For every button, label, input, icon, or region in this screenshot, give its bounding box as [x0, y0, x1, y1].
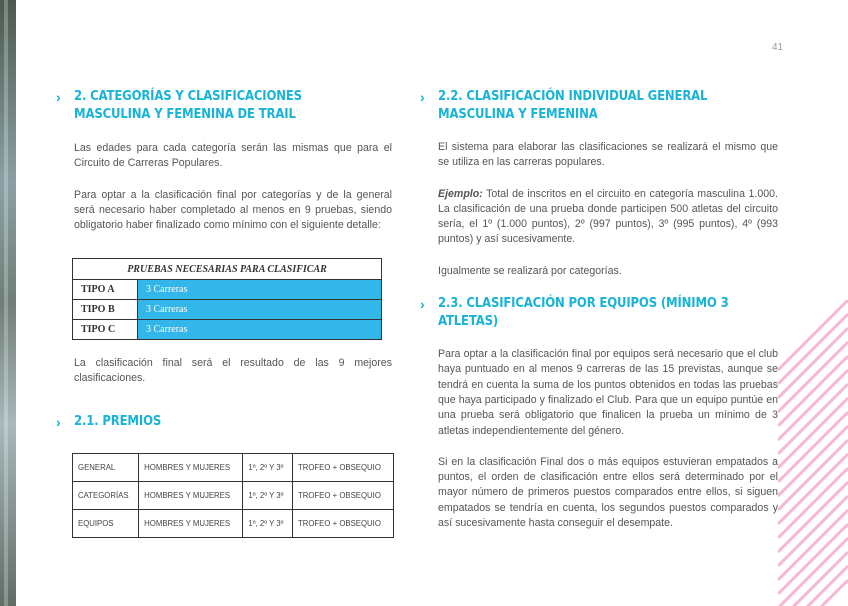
paragraph: Para optar a la clasificación final por equipos será necesario que el club haya puntuado en al menos 9 carreras de las 15 previstas, aunque se tendrá en cuenta la suma de los puntos obtenidos en todas las pruebas que haya participado y finalizado el Club. Para que un equipo puntúe en una prueba será obligatorio que finalicen la prueba un mínimo de 3 atletas independientemente del género. — [438, 348, 778, 437]
table-row — [73, 454, 394, 482]
example-text: Total de inscritos en el circuito en categoría masculina 1.000. La clasificación de una prueba donde participen 500 atletas del circuito sería, el 1º (1.000 puntos), 2º (997 puntos), 3º (995 puntos), 4º (993 puntos) y así sucesivamente. — [438, 187, 778, 246]
table-cell: 1º, 2º Y 3º — [243, 482, 293, 510]
paragraph: La clasificación final será el resultado de las 9 mejores clasificaciones. — [74, 357, 392, 385]
table-row — [73, 482, 394, 510]
left-column — [56, 88, 392, 233]
right-column — [420, 88, 778, 531]
table-cell: 1º, 2º Y 3º — [243, 510, 293, 538]
table-row — [73, 280, 382, 300]
table-row — [73, 320, 382, 340]
races-value: 3 Carreras — [138, 320, 382, 340]
section-2-1-title: 2.1. PREMIOS — [74, 413, 162, 429]
table-cell: HOMBRES Y MUJERES — [139, 510, 243, 538]
table-cell: TROFEO + OBSEQUIO — [292, 482, 393, 510]
chevron-right-icon: › — [420, 89, 425, 105]
table-cell: CATEGORÍAS — [73, 482, 139, 510]
table-cell: TROFEO + OBSEQUIO — [292, 454, 393, 482]
chevron-right-icon: › — [56, 413, 61, 430]
section-2-3-heading — [420, 295, 778, 331]
table-cell: EQUIPOS — [73, 510, 139, 538]
background-photo-strip — [0, 0, 16, 606]
example-paragraph — [438, 187, 778, 248]
required-races-table — [72, 258, 382, 340]
table-cell: HOMBRES Y MUJERES — [139, 482, 243, 510]
paragraph: Igualmente se realizará por categorías. — [438, 264, 622, 277]
chevron-right-icon: › — [56, 89, 61, 105]
table-row — [73, 300, 382, 320]
chevron-right-icon: › — [420, 296, 425, 313]
section-2-heading — [56, 88, 392, 124]
table-cell: GENERAL — [73, 454, 139, 482]
section-2-3-title: 2.3. CLASIFICACIÓN POR EQUIPOS (MÍNIMO 3 ATLETAS) — [438, 296, 729, 330]
paragraph: Para optar a la clasificación final por categorías y de la general será necesario haber completado al menos en 9 pruebas, siendo obligatorio haber finalizado como mínimo con el siguiente detalle: — [74, 188, 392, 232]
left-column-lower — [56, 356, 392, 431]
table-row — [73, 510, 394, 538]
section-2-title: 2. CATEGORÍAS Y CLASIFICACIONES MASCULINA Y FEMENINA DE TRAIL — [74, 89, 302, 122]
races-value: 3 Carreras — [138, 300, 382, 320]
races-value: 3 Carreras — [138, 280, 382, 300]
paragraph: Las edades para cada categoría serán las mismas que para el Circuito de Carreras Populares. — [74, 142, 392, 170]
example-label: Ejemplo: — [438, 187, 483, 200]
page-number: 41 — [772, 42, 784, 53]
table-title: PRUEBAS NECESARIAS PARA CLASIFICAR — [73, 259, 382, 280]
prizes-table — [72, 453, 394, 538]
type-label: TIPO A — [73, 280, 138, 300]
section-2-1-heading — [56, 413, 392, 431]
paragraph: Si en la clasificación Final dos o más equipos estuvieran empatados a puntos, el orden de clasificación entre ellos será determinado por el mayor número de primeros puestos comparados entre ellos, si siguen empatados se tendría en cuenta, los segundos puestos comparados y así sucesivamente hasta conseguir el desempate. — [438, 455, 778, 530]
table-cell: TROFEO + OBSEQUIO — [292, 510, 393, 538]
paragraph: El sistema para elaborar las clasificaciones se realizará el mismo que se utiliza en las carreras populares. — [438, 141, 778, 169]
table-cell: 1º, 2º Y 3º — [243, 454, 293, 482]
type-label: TIPO B — [73, 300, 138, 320]
type-label: TIPO C — [73, 320, 138, 340]
section-2-2-heading — [420, 88, 778, 124]
decorative-stripes — [778, 300, 848, 606]
table-cell: HOMBRES Y MUJERES — [139, 454, 243, 482]
section-2-2-title: 2.2. CLASIFICACIÓN INDIVIDUAL GENERAL MASCULINA Y FEMENINA — [438, 89, 708, 122]
